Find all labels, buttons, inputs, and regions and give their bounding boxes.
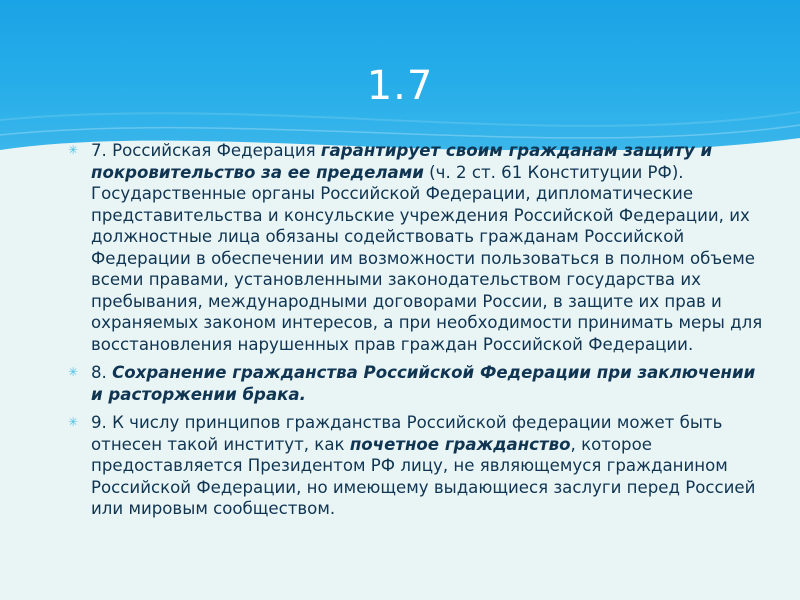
item-emphasis: Сохранение гражданства Российской Федерации при заключении и расторжении брака (91, 363, 756, 404)
slide-content (68, 140, 768, 527)
list-item (68, 412, 768, 520)
item-text: (ч. 2 ст. 61 Конституции РФ). Государственные органы Российской Федерации, дипломатические представительства и консульские учреждения Российской Федерации, их должностные лица обязаны содействовать гражданам Российской Федерации в обеспечении им возможности пользоваться в полном объеме всеми правами, установленными законодательством государства их пребывания, международными договорами России, в защите их прав и охраняемых законом интересов, а при необходимости принимать меры для восстановления нарушенных прав граждан Российской Федерации. (91, 162, 763, 354)
item-text: , которое предоставляется Президентом РФ лицу, не являющемуся гражданином Российской Федерации, но имеющему выдающиеся заслуги перед Россией или мировым сообществом. (91, 434, 756, 518)
item-emphasis: гарантирует своим гражданам защиту и покровительство за ее пределами (91, 141, 713, 182)
slide-title: 1.7 (366, 63, 434, 109)
item-emphasis: почетное гражданство (349, 434, 571, 454)
item-text: 8. (91, 363, 113, 382)
list-item (68, 140, 768, 355)
list-item (68, 362, 768, 405)
star-bullet-icon: ✳ (68, 143, 79, 157)
star-bullet-icon: ✳ (68, 415, 79, 429)
item-text: . (299, 384, 306, 404)
star-bullet-icon: ✳ (68, 365, 79, 379)
item-text: 9. К числу принципов гражданства Российской федерации может быть отнесен такой институт, как (91, 413, 723, 454)
item-text: 7. Российская Федерация (91, 141, 321, 160)
